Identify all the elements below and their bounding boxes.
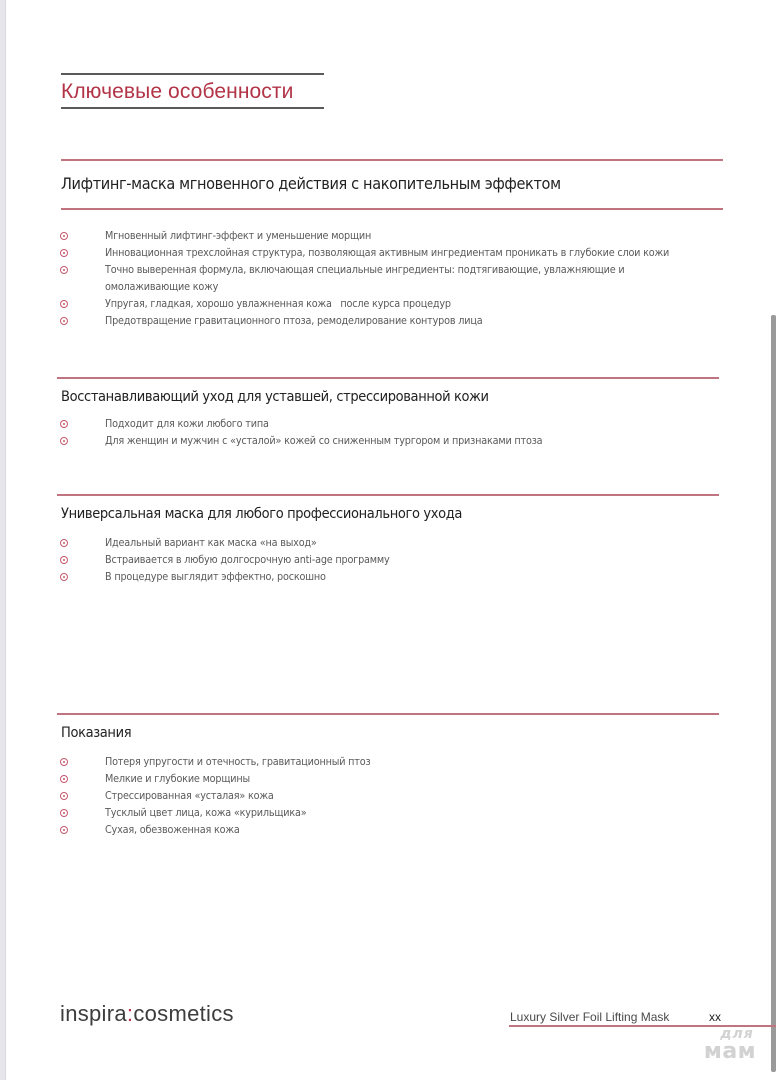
circled-dot-icon xyxy=(60,826,68,834)
section-2-top-rule xyxy=(57,377,719,379)
section-1-title: Лифтинг-маска мгновенного действия с накопительным эффектом xyxy=(61,174,561,193)
section-4-top-rule xyxy=(57,713,719,715)
title-top-rule xyxy=(61,73,324,75)
list-item: Потеря упругости и отечность, гравитационный птоз xyxy=(59,754,390,771)
circled-dot-icon xyxy=(60,556,68,564)
list-item: В процедуре выглядит эффектно, роскошно xyxy=(59,569,411,586)
list-item: Встраивается в любую долгосрочную anti-age программу xyxy=(59,552,411,569)
circled-dot-icon xyxy=(60,249,68,257)
list-item: Подходит для кожи любого типа xyxy=(59,416,575,433)
circled-dot-icon xyxy=(60,300,68,308)
list-item: Стрессированная «усталая» кожа xyxy=(59,788,390,805)
title-bottom-rule xyxy=(61,107,324,109)
watermark: для мам xyxy=(703,1026,757,1064)
section-2-title: Восстанавливающий уход для уставшей, стрессированной кожи xyxy=(61,389,489,405)
circled-dot-icon xyxy=(60,573,68,581)
circled-dot-icon xyxy=(60,317,68,325)
list-item: Сухая, обезвоженная кожа xyxy=(59,822,390,839)
circled-dot-icon xyxy=(60,775,68,783)
section-3-title: Универсальная маска для любого профессионального ухода xyxy=(61,506,462,522)
list-item: Тусклый цвет лица, кожа «курильщика» xyxy=(59,805,390,822)
circled-dot-icon xyxy=(60,437,68,445)
list-item: Предотвращение гравитационного птоза, ремоделирование контуров лица xyxy=(59,313,712,330)
list-item: Идеальный вариант как маска «на выход» xyxy=(59,535,411,552)
page-title: Ключевые особенности xyxy=(61,80,294,103)
list-item: Мелкие и глубокие морщины xyxy=(59,771,390,788)
list-item: Упругая, гладкая, хорошо увлажненная кожа после курса процедур xyxy=(59,296,712,313)
circled-dot-icon xyxy=(60,792,68,800)
footer-page-number: xx xyxy=(709,1010,721,1024)
section-1-bottom-rule xyxy=(61,208,723,210)
circled-dot-icon xyxy=(60,539,68,547)
circled-dot-icon xyxy=(60,266,68,274)
list-item-continuation: омолаживающие кожу xyxy=(105,281,219,293)
section-3-top-rule xyxy=(57,494,719,496)
list-item: Точно выверенная формула, включающая специальные ингредиенты: подтягивающие, увлажняющие и омолаживающие кожу xyxy=(59,262,712,296)
viewer-left-edge xyxy=(0,0,6,1080)
section-4-title: Показания xyxy=(61,725,132,741)
list-item: Инновационная трехслойная структура, позволяющая активным ингредиентам проникать в глубокие слои кожи xyxy=(59,245,712,262)
circled-dot-icon xyxy=(60,232,68,240)
section-2-list xyxy=(59,416,575,450)
list-item: Мгновенный лифтинг-эффект и уменьшение морщин xyxy=(59,228,712,245)
circled-dot-icon xyxy=(60,809,68,817)
brand-logo: inspira:cosmetics xyxy=(60,1001,234,1026)
section-3-list xyxy=(59,535,411,586)
section-1-list xyxy=(59,228,712,330)
vertical-scrollbar[interactable] xyxy=(771,315,776,1072)
section-1-top-rule xyxy=(61,159,723,161)
footer-product-name: Luxury Silver Foil Lifting Mask xyxy=(510,1010,670,1024)
circled-dot-icon xyxy=(60,420,68,428)
circled-dot-icon xyxy=(60,758,68,766)
list-item: Для женщин и мужчин с «усталой» кожей со сниженным тургором и признаками птоза xyxy=(59,433,575,450)
section-4-list xyxy=(59,754,390,839)
